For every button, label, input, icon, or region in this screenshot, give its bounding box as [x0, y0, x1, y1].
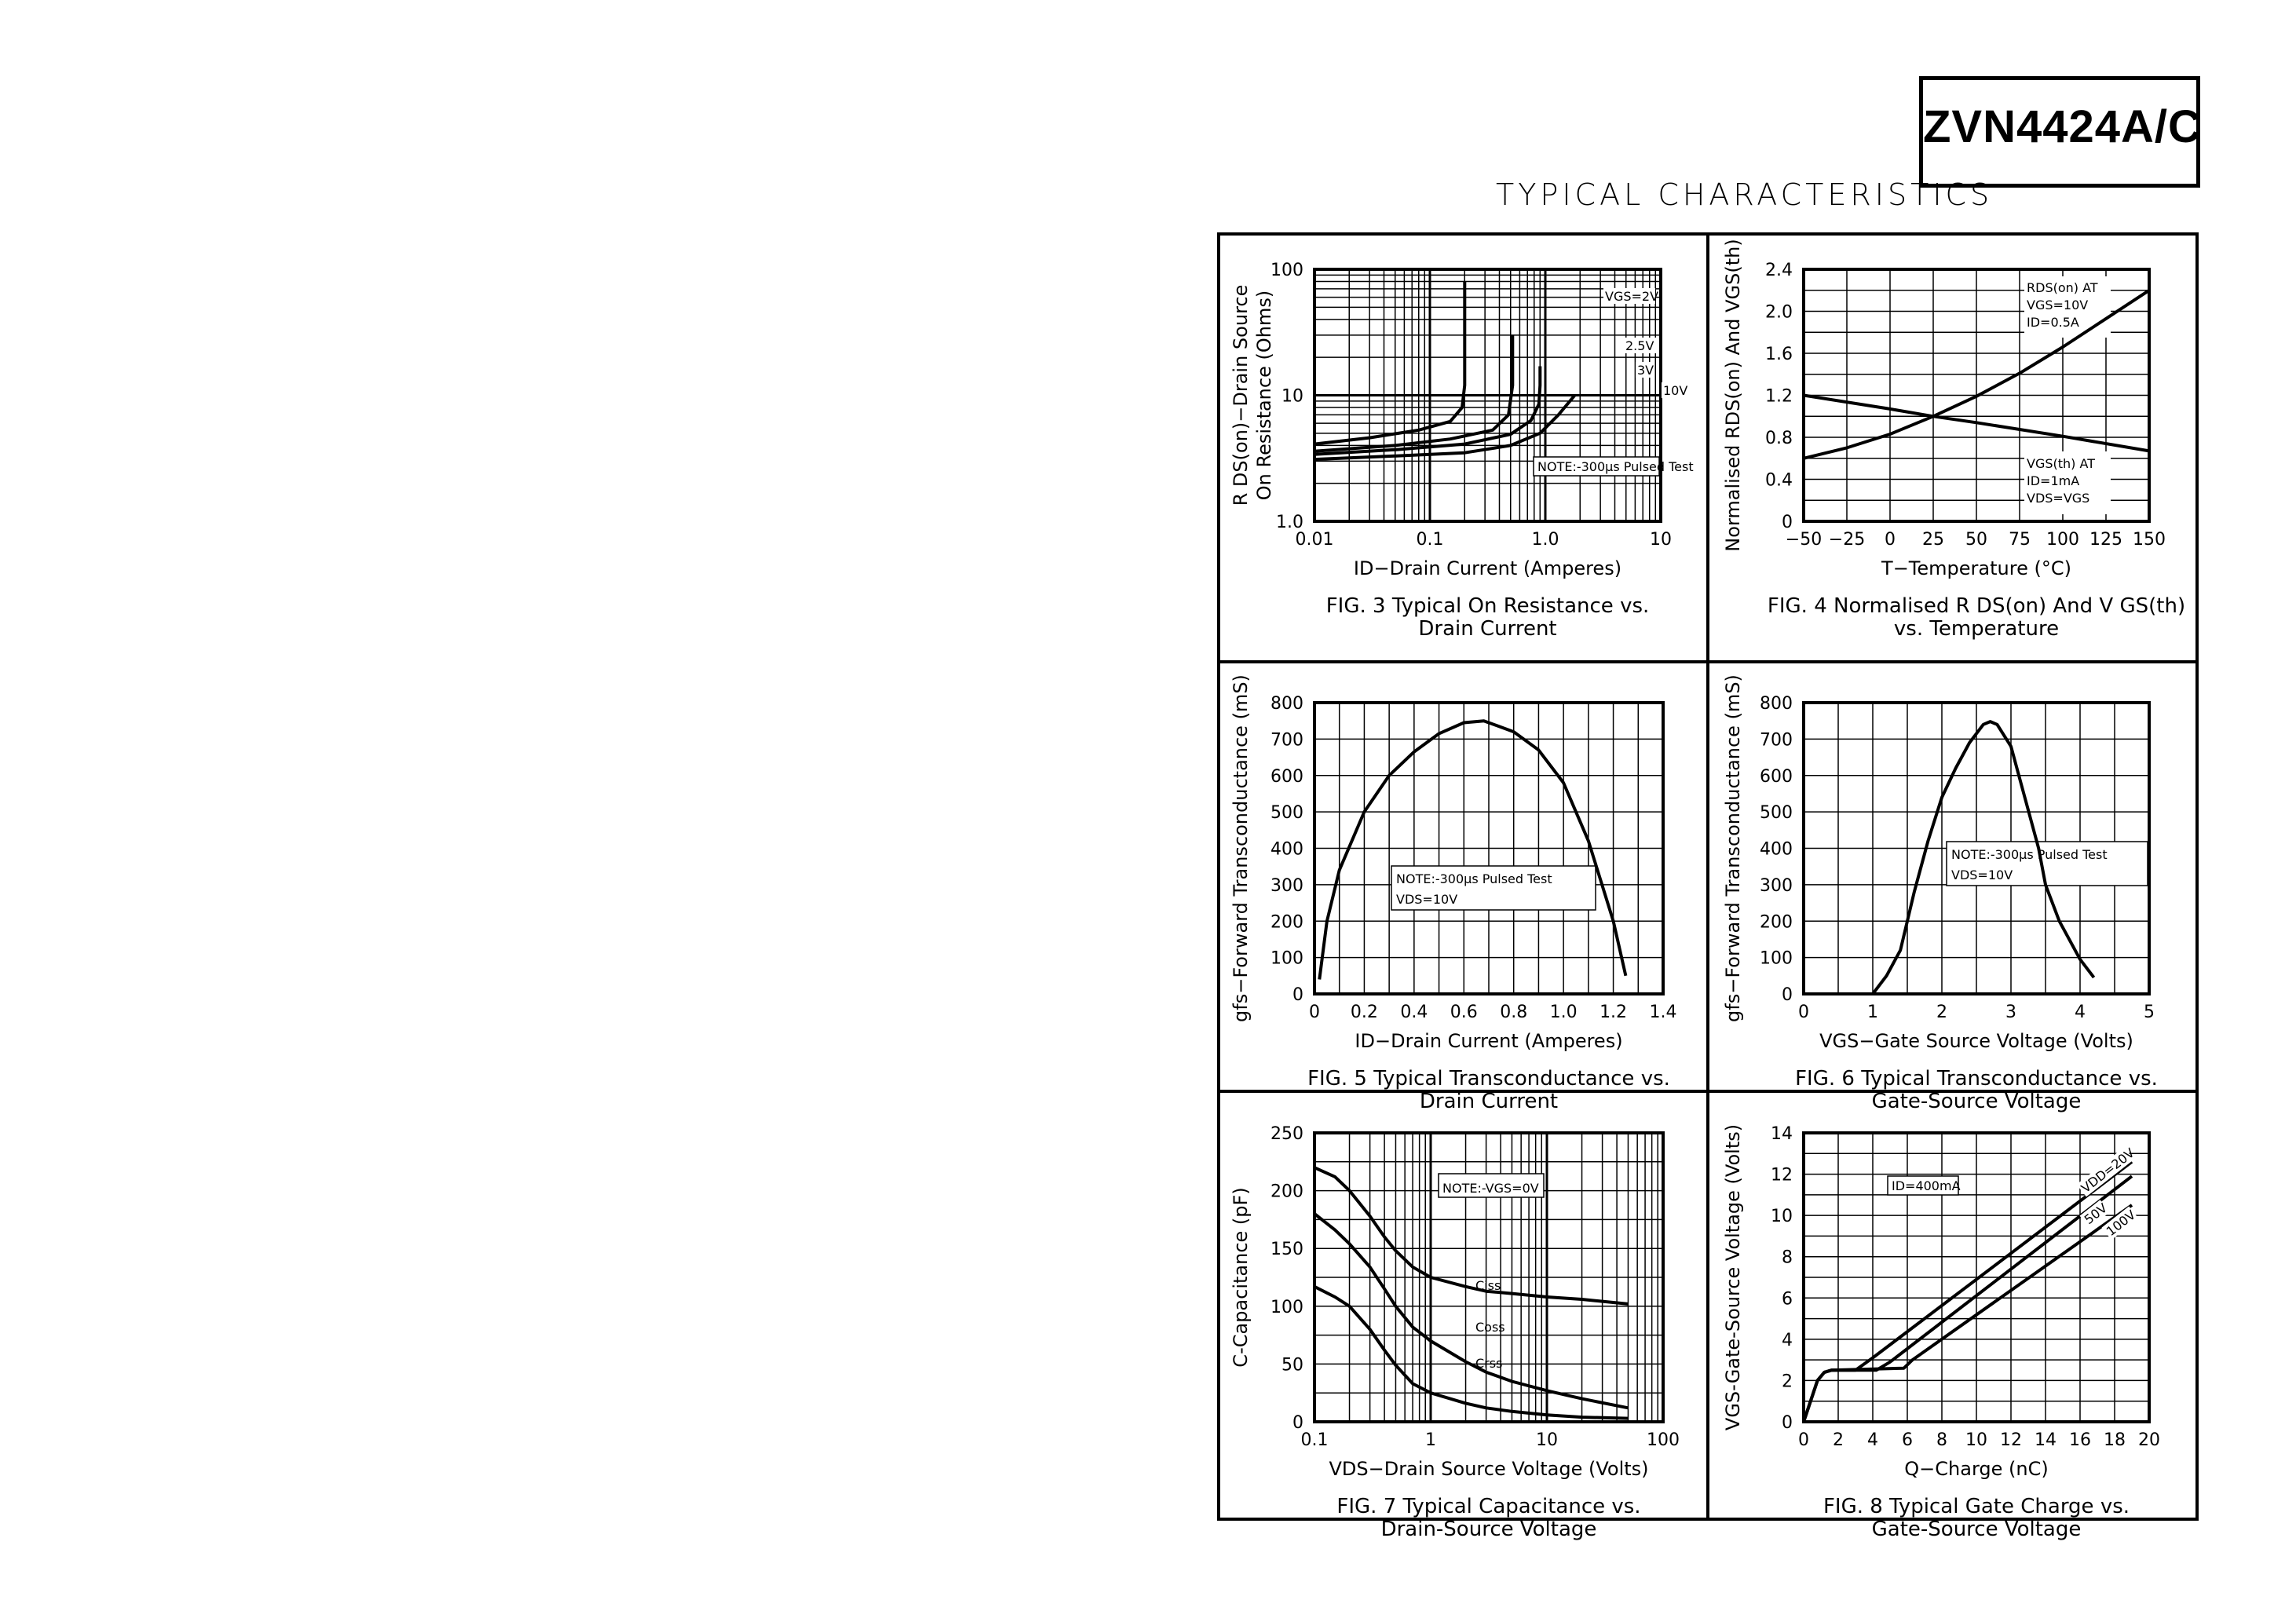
- figure-caption: FIG. 7 Typical Capacitance vs.: [1336, 1495, 1641, 1518]
- section-title: TYPICAL CHARACTERISTICS: [1496, 177, 1994, 212]
- x-tick-label: 18: [2104, 1430, 2126, 1450]
- y-tick-label: 200: [1760, 912, 1793, 933]
- x-tick-label: 0: [1309, 1003, 1320, 1022]
- note-text: NOTE:-300µs Pulsed Test: [1951, 847, 2108, 862]
- x-tick-label: 0.1: [1300, 1430, 1329, 1450]
- series-50v: [1804, 1176, 2132, 1422]
- y-tick-label: 200: [1270, 912, 1303, 933]
- fig3-chart: [1230, 261, 1694, 641]
- y-tick-label: 500: [1760, 803, 1793, 824]
- y-tick-label: 2.4: [1765, 261, 1793, 280]
- x-tick-label: 2: [1936, 1003, 1947, 1022]
- grid: [1314, 269, 1661, 521]
- x-tick-label: 6: [1902, 1430, 1913, 1450]
- fig6-chart: [1722, 674, 2158, 1113]
- y-tick-label: 0: [1782, 1413, 1793, 1433]
- series-label: Ciss: [1475, 1278, 1501, 1293]
- figure-caption: FIG. 6 Typical Transconductance vs.: [1795, 1067, 2158, 1090]
- series-coss: [1314, 1214, 1628, 1408]
- x-tick-label: 0.1: [1416, 530, 1444, 550]
- series-label: VDD=20V: [2078, 1145, 2137, 1196]
- x-tick-label: 100: [2046, 530, 2079, 550]
- x-tick-label: 16: [2069, 1430, 2091, 1450]
- x-tick-label: 50: [1965, 530, 1987, 550]
- y-tick-label: 250: [1270, 1124, 1303, 1144]
- y-tick-label: 100: [1270, 261, 1303, 280]
- x-tick-label: 75: [2009, 530, 2031, 550]
- y-tick-label: 500: [1270, 803, 1303, 824]
- x-tick-label: 4: [2075, 1003, 2086, 1022]
- svg-text:ID=1mA: ID=1mA: [2027, 473, 2080, 488]
- x-tick-label: 0: [1798, 1430, 1809, 1450]
- note-text: NOTE:-VGS=0V: [1442, 1181, 1539, 1196]
- y-axis-label: On Resistance (Ohms): [1253, 290, 1275, 501]
- note-text: ID=400mA: [1892, 1178, 1961, 1193]
- y-tick-label: 0.4: [1765, 470, 1793, 491]
- y-tick-label: 1.0: [1276, 513, 1303, 532]
- x-tick-label: 0.4: [1400, 1003, 1428, 1022]
- figure-caption: FIG. 8 Typical Gate Charge vs.: [1823, 1495, 2130, 1518]
- fig5-chart: [1230, 674, 1677, 1113]
- y-tick-label: 800: [1760, 694, 1793, 714]
- figure-caption: Drain Current: [1418, 617, 1557, 641]
- x-tick-label: 1.0: [1531, 530, 1559, 550]
- y-tick-label: 100: [1270, 1297, 1303, 1317]
- y-tick-label: 1.6: [1765, 345, 1793, 364]
- figure-caption: Drain-Source Voltage: [1380, 1518, 1597, 1541]
- y-tick-label: 300: [1270, 875, 1303, 896]
- x-tick-label: 14: [2035, 1430, 2057, 1450]
- series-label: Coss: [1475, 1320, 1505, 1335]
- x-tick-label: 20: [2138, 1430, 2160, 1450]
- y-tick-label: 100: [1760, 948, 1793, 969]
- y-tick-label: 8: [1782, 1248, 1793, 1268]
- x-axis-label: ID−Drain Current (Amperes): [1353, 557, 1622, 579]
- x-tick-label: 0.6: [1450, 1003, 1478, 1022]
- y-axis-label: VGS-Gate-Source Voltage (Volts): [1722, 1123, 1744, 1431]
- y-tick-label: 6: [1782, 1289, 1793, 1310]
- y-tick-label: 0: [1782, 985, 1793, 1005]
- series-label: Crss: [1475, 1356, 1503, 1371]
- x-tick-label: 12: [2000, 1430, 2022, 1450]
- y-tick-label: 100: [1270, 948, 1303, 969]
- y-tick-label: 400: [1760, 839, 1793, 860]
- x-tick-label: 5: [2144, 1003, 2155, 1022]
- note-text-2: VDS=10V: [1396, 892, 1458, 907]
- y-axis-label: C-Capacitance (pF): [1230, 1187, 1252, 1368]
- x-tick-label: 2: [1833, 1430, 1844, 1450]
- series-label: 10V: [1663, 383, 1688, 398]
- y-tick-label: 400: [1270, 839, 1303, 860]
- series-label: 3V: [1637, 363, 1654, 378]
- x-tick-label: 0: [1798, 1003, 1809, 1022]
- x-axis-label: VGS−Gate Source Voltage (Volts): [1819, 1030, 2133, 1052]
- x-tick-label: 100: [1647, 1430, 1680, 1450]
- grid: [1314, 703, 1663, 994]
- y-tick-label: 2.0: [1765, 302, 1793, 323]
- figure-caption: FIG. 4 Normalised R DS(on) And V GS(th): [1767, 594, 2186, 618]
- y-tick-label: 1.2: [1765, 386, 1793, 407]
- svg-text:VGS=10V: VGS=10V: [2027, 298, 2089, 312]
- x-axis-label: ID−Drain Current (Amperes): [1355, 1030, 1623, 1052]
- x-tick-label: 0.01: [1295, 530, 1334, 550]
- y-tick-label: 12: [1771, 1165, 1793, 1185]
- y-tick-label: 0: [1292, 985, 1303, 1005]
- y-tick-label: 4: [1782, 1330, 1793, 1350]
- x-tick-label: −25: [1828, 530, 1866, 550]
- y-axis-label: gfs−Forward Transconductance (mS): [1230, 674, 1252, 1022]
- figure-caption: FIG. 3 Typical On Resistance vs.: [1325, 594, 1650, 618]
- x-axis-label: VDS−Drain Source Voltage (Volts): [1329, 1458, 1649, 1480]
- fig4-chart: [1722, 239, 2185, 641]
- series-label: 2.5V: [1625, 338, 1654, 353]
- y-tick-label: 50: [1281, 1355, 1303, 1375]
- y-axis-label: R DS(on)−Drain Source: [1230, 284, 1252, 506]
- y-tick-label: 10: [1281, 386, 1303, 407]
- series-label: VGS=2V: [1605, 289, 1659, 304]
- x-axis-label: Q−Charge (nC): [1904, 1458, 2049, 1480]
- x-tick-label: 1.0: [1549, 1003, 1578, 1022]
- svg-text:VDS=VGS: VDS=VGS: [2027, 491, 2090, 506]
- series-label: 50V: [2081, 1200, 2111, 1228]
- figure-caption: FIG. 5 Typical Transconductance vs.: [1307, 1067, 1670, 1090]
- figure-caption: Drain Current: [1419, 1090, 1559, 1113]
- x-tick-label: 1: [1867, 1003, 1878, 1022]
- y-tick-label: 150: [1270, 1240, 1303, 1260]
- x-tick-label: 1.2: [1600, 1003, 1628, 1022]
- y-tick-label: 600: [1270, 766, 1303, 787]
- x-tick-label: 150: [2133, 530, 2166, 550]
- note-text-2: VDS=10V: [1951, 868, 2013, 882]
- y-tick-label: 600: [1760, 766, 1793, 787]
- y-tick-label: 300: [1760, 875, 1793, 896]
- series-label: 100V: [2103, 1207, 2139, 1240]
- x-tick-label: 10: [1650, 530, 1672, 550]
- fig8-chart: [1722, 1124, 2160, 1541]
- x-tick-label: −50: [1785, 530, 1823, 550]
- y-tick-label: 700: [1760, 730, 1793, 751]
- y-tick-label: 2: [1782, 1372, 1793, 1392]
- svg-text:VGS(th) AT: VGS(th) AT: [2027, 456, 2095, 471]
- y-tick-label: 0.8: [1765, 429, 1793, 448]
- x-axis-label: T−Temperature (°C): [1881, 557, 2071, 579]
- y-tick-label: 0: [1292, 1413, 1303, 1433]
- part-number: ZVN4424A/C: [1923, 101, 2202, 152]
- y-tick-label: 200: [1270, 1182, 1303, 1202]
- figure-caption: vs. Temperature: [1893, 617, 2060, 641]
- x-tick-label: 0.8: [1500, 1003, 1528, 1022]
- note-text: NOTE:-300µs Pulsed Test: [1396, 871, 1552, 886]
- x-tick-label: 0: [1885, 530, 1896, 550]
- x-tick-label: 1: [1425, 1430, 1436, 1450]
- y-axis-label: Normalised RDS(on) And VGS(th): [1722, 239, 1744, 552]
- fig7-chart: [1230, 1124, 1680, 1541]
- x-tick-label: 125: [2089, 530, 2122, 550]
- x-tick-label: 4: [1867, 1430, 1878, 1450]
- figure-caption: Gate-Source Voltage: [1871, 1090, 2082, 1113]
- series-100v: [1804, 1205, 2132, 1422]
- x-tick-label: 10: [1965, 1430, 1987, 1450]
- x-tick-label: 0.2: [1350, 1003, 1378, 1022]
- figure-caption: Gate-Source Voltage: [1871, 1518, 2082, 1541]
- y-tick-label: 14: [1771, 1124, 1793, 1144]
- x-tick-label: 8: [1936, 1430, 1947, 1450]
- y-tick-label: 0: [1782, 513, 1793, 532]
- y-tick-label: 10: [1771, 1207, 1793, 1227]
- x-tick-label: 10: [1536, 1430, 1558, 1450]
- series-gfs: [1319, 721, 1625, 979]
- y-axis-label: gfs−Forward Transconductance (mS): [1722, 674, 1744, 1022]
- y-tick-label: 700: [1270, 730, 1303, 751]
- note-text: NOTE:-300µs Pulsed Test: [1537, 459, 1694, 474]
- x-tick-label: 25: [1922, 530, 1944, 550]
- series-vgs-2v: [1314, 282, 1464, 444]
- svg-text:RDS(on) AT: RDS(on) AT: [2027, 280, 2098, 295]
- series-vdd-20v: [1804, 1162, 2132, 1422]
- y-tick-label: 800: [1270, 694, 1303, 714]
- x-tick-label: 3: [2005, 1003, 2016, 1022]
- svg-text:ID=0.5A: ID=0.5A: [2027, 315, 2079, 330]
- x-tick-label: 1.4: [1649, 1003, 1677, 1022]
